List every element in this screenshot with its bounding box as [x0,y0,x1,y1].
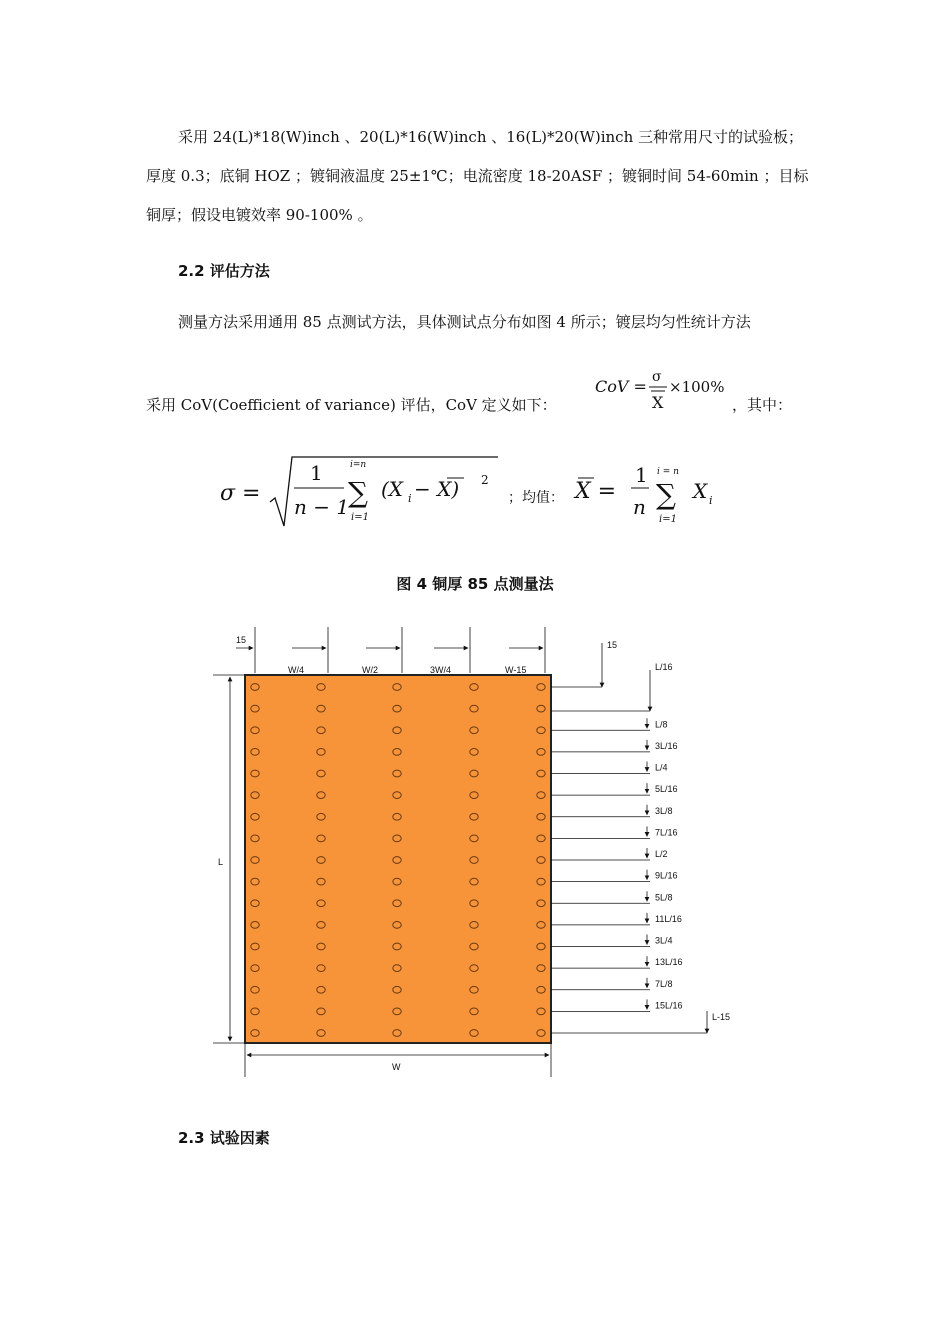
sigma-formula [218,452,508,532]
top-dim-label-2: W/2 [362,665,379,675]
corner-15-label: 15 [607,640,618,650]
cov-formula [592,366,742,416]
right-dim-label-10: 3L/4 [655,935,673,946]
sigma-term-mid: − X) [414,477,460,501]
right-dim-label-12: 7L/8 [655,978,673,989]
bottom-dim-label: W [392,1062,401,1072]
right-dim-label-11: 13L/16 [655,957,683,968]
mean-formula [572,452,732,532]
cov-paragraph-tail: ，其中： [732,396,793,414]
top-dim-label-1: W/4 [288,665,305,675]
figure-caption: 图 4 铜厚 85 点测量法 [396,575,554,593]
l16-label: L/16 [655,662,673,672]
right-dim-label-9: 11L/16 [655,913,682,924]
paragraph-line-3: 铜厚；假设电镀效率 90-100% 。 [146,206,373,224]
cov-rhs: ×100% [669,378,725,396]
mean-sum-symbol: ∑ [656,478,676,511]
right-dim-label-6: L/2 [655,849,668,859]
sigma-term-exp: 2 [481,473,489,487]
test-board [245,675,551,1043]
top-dim-label-4: W-15 [505,665,527,675]
right-dim-label-7: 9L/16 [655,870,678,881]
sigma-sum-lower: i=1 [351,512,369,523]
cov-numerator: σ [652,369,662,385]
cov-paragraph-lead: 采用 CoV(Coefficient of variance) 评估，CoV 定义如下： [146,396,557,414]
right-dim-label-4: 3L/8 [655,805,673,816]
mean-sum-lower: i=1 [659,514,677,525]
section-heading-2-2: 2.2 评估方法 [178,262,270,280]
mean-num: 1 [635,463,648,487]
right-dim-label-5: 7L/16 [655,827,678,838]
top-dimension-group [288,627,545,675]
sigma-num: 1 [310,461,323,485]
sigma-sum-upper: i=n [350,460,367,470]
sigma-term-sub: i [408,492,412,505]
paragraph-line-1: 采用 24(L)*18(W)inch 、20(L)*16(W)inch 、16(L)*20(W)inch 三种常用尺寸的试验板； [178,128,804,146]
method-paragraph: 测量方法采用通用 85 点测试方法，具体测试点分布如图 4 所示；镀层均匀性统计方法 [178,313,751,331]
top-dim-label-3: 3W/4 [430,665,452,675]
cov-denominator: X [652,393,664,412]
mean-term-sub: i [709,494,713,507]
right-dim-label-3: 5L/16 [655,784,678,795]
right-dim-label-8: 5L/8 [655,892,673,903]
mean-den: n [633,495,646,519]
mean-lhs: X = [575,479,617,504]
right-dim-label-2: L/4 [655,762,668,773]
sigma-lhs: σ = [220,481,261,506]
cov-lhs: CoV = [595,377,647,396]
top-15-label: 15 [236,635,247,645]
mean-term: X [693,479,708,503]
left-dim-label: L [218,857,224,867]
right-dim-label-1: 3L/16 [655,740,678,751]
mean-sum-upper: i = n [657,467,679,477]
right-dim-label-13: 15L/16 [655,1000,683,1011]
right-dimension-group [551,718,683,1011]
mean-label: ；均值： [508,490,564,506]
sigma-den: n − 1 [294,495,350,519]
paragraph-line-2: 厚度 0.3；底铜 HOZ ；镀铜液温度 25±1℃；电流密度 18-20ASF ；镀铜时间 54-60min ；目标 [146,167,809,185]
section-heading-2-3: 2.3 试验因素 [178,1129,270,1147]
measurement-diagram [200,615,760,1085]
sigma-term: (X [381,477,404,501]
sigma-sum-symbol: ∑ [348,476,368,509]
right-dim-label-0: L/8 [655,719,668,730]
l15-label: L-15 [712,1012,731,1022]
